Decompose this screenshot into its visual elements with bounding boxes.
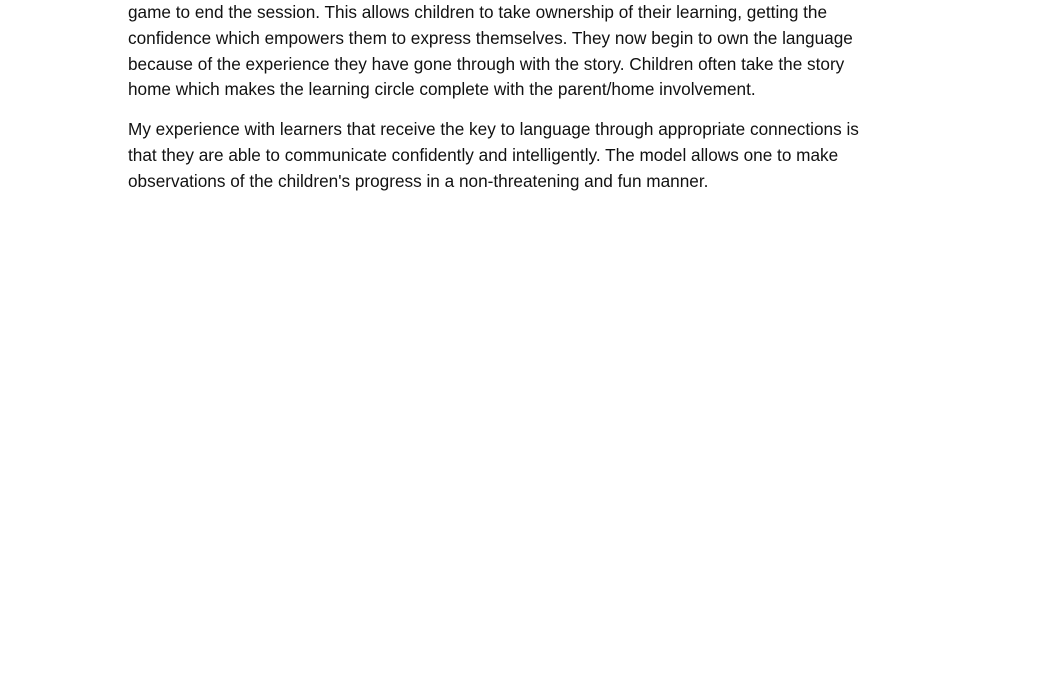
document-body xyxy=(128,0,918,209)
paragraph-line: home which makes the learning circle complete with the parent/home involvement. xyxy=(128,79,756,100)
paragraph-line: because of the experience they have gone through with the story. Children often take the story xyxy=(128,53,845,74)
paragraph-2 xyxy=(128,117,918,194)
paragraph-line: My experience with learners that receive the key to language through appropriate connections is xyxy=(128,119,859,140)
paragraph-1 xyxy=(128,0,918,103)
paragraph-line: game to end the session. This allows children to take ownership of their learning, getting the xyxy=(128,2,828,22)
paragraph-line: observations of the children's progress in a non-threatening and fun manner. xyxy=(128,170,709,191)
paragraph-line: that they are able to communicate confidently and intelligently. The model allows one to make xyxy=(128,144,839,165)
paragraph-line: confidence which empowers them to express themselves. They now begin to own the language xyxy=(128,27,853,48)
